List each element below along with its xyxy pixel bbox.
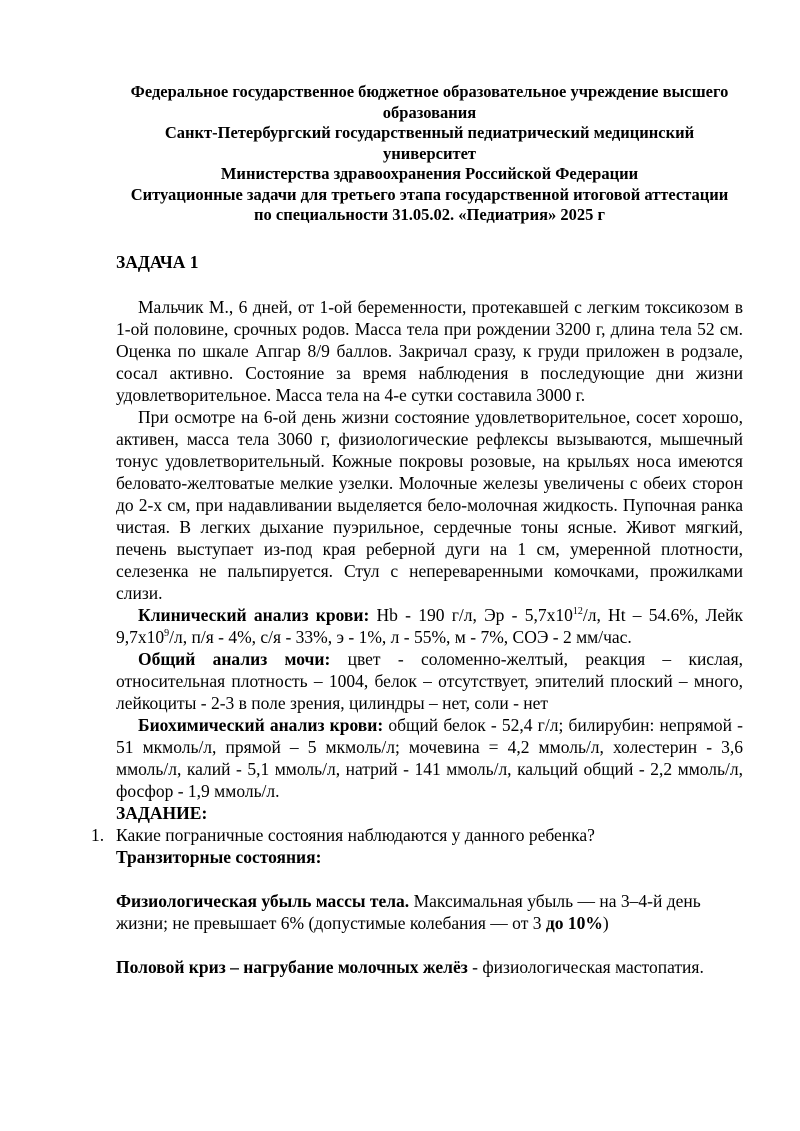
assignment-heading: ЗАДАНИЕ: bbox=[116, 802, 208, 823]
case-paragraph-1: Мальчик М., 6 дней, от 1-ой беременности, протекавшей с легким токсикозом в 1-ой половине, срочных родов. Масса тела при рождении 3200 г, длина тела 52 см. Оценка по шкале Апгар 8/9 баллов. Закричал сразу, к груди приложен в родзале, сосал активно. Состояние за время наблюдения в последующие дни жизни удовлетворительное. Масса тела на 4-е сутки составила 3000 г. bbox=[116, 296, 743, 405]
header-university: Санкт-Петербургский государственный педиатрический медицинский университет bbox=[164, 123, 695, 163]
blood-test-text-1: Hb - 190 г/л, Эр - 5,7х10 bbox=[369, 604, 573, 625]
blood-test-sup-2: 9 bbox=[164, 627, 170, 639]
task-body bbox=[91, 296, 744, 978]
urine-test-label: Общий анализ мочи: bbox=[138, 648, 331, 669]
header-institution: Федеральное государственное бюджетное образовательное учреждение высшего образования bbox=[130, 82, 729, 122]
header-specialty: по специальности 31.05.02. «Педиатрия» 2025 г bbox=[253, 205, 606, 224]
answer-weight-loss-paragraph bbox=[116, 890, 743, 934]
biochem-test-paragraph bbox=[116, 714, 743, 802]
urine-test-text: цвет - соломенно-желтый, реакция – кислая, относительная плотность – 1004, белок – отсутствует, эпителий плоский – много, лейкоциты - 2-3 в поле зрения, цилиндры – нет, соли - нет bbox=[116, 648, 744, 713]
document-header bbox=[128, 82, 731, 226]
answer-weight-loss bbox=[116, 890, 743, 934]
question-text: Какие пограничные состояния наблюдаются у данного ребенка? bbox=[116, 824, 595, 845]
question-number: 1. bbox=[91, 824, 105, 845]
blood-test-label: Клинический анализ крови: bbox=[138, 604, 370, 625]
blood-test-text-3: /л, п/я - 4%, с/я - 33%, э - 1%, л - 55%, м - 7%, СОЭ - 2 мм/час. bbox=[169, 626, 632, 647]
answer-sexual-crisis bbox=[116, 956, 743, 978]
question-item-1 bbox=[91, 824, 743, 978]
biochem-test-text: общий белок - 52,4 г/л; билирубин: непрямой - 51 мкмоль/л, прямой – 5 мкмоль/л; мочевина = 4,2 ммоль/л, холестерин - 3,6 ммоль/л, калий - 5,1 ммоль/л, натрий - 141 ммоль/л, кальций общий - 2,2 ммоль/л, фосфор - 1,9 ммоль/л. bbox=[116, 714, 743, 801]
blood-test-paragraph bbox=[116, 604, 743, 648]
answer-heading: Транзиторные состояния: bbox=[116, 846, 322, 867]
question-list bbox=[91, 824, 743, 978]
answer-sexual-crisis-label: Половой криз – нагрубание молочных желёз bbox=[116, 956, 468, 977]
answer-weight-loss-label: Физиологическая убыль массы тела. bbox=[116, 890, 410, 911]
task-title: ЗАДАЧА 1 bbox=[116, 251, 199, 272]
answer-weight-loss-bold: до 10% bbox=[545, 912, 603, 933]
answer-sexual-crisis-paragraph bbox=[116, 956, 743, 978]
header-ministry: Министерства здравоохранения Российской Федерации bbox=[220, 164, 639, 183]
answer-sexual-crisis-text: - физиологическая мастопатия. bbox=[467, 956, 704, 977]
blood-test-sup-1: 12 bbox=[572, 605, 583, 617]
header-subject: Ситуационные задачи для третьего этапа государственной итоговой аттестации bbox=[130, 184, 729, 204]
answer-weight-loss-text: Максимальная убыль — на 3–4-й день жизни; не превышает 6% (допустимые колебания — от 3 bbox=[116, 890, 701, 933]
blood-test-text-2: /л, Ht – 54.6%, Лейк 9,7х10 bbox=[116, 604, 743, 647]
answer-weight-loss-close: ) bbox=[602, 912, 609, 933]
urine-test-paragraph bbox=[116, 648, 743, 714]
biochem-test-label: Биохимический анализ крови: bbox=[138, 714, 384, 735]
case-paragraph-2: При осмотре на 6-ой день жизни состояние удовлетворительное, сосет хорошо, активен, масса тела 3060 г, физиологические рефлексы вызываются, мышечный тонус удовлетворительный. Кожные покровы розовые, на крыльях носа имеются беловато-желтоватые мелкие узелки. Молочные железы увеличены с обеих сторон до 2-х см, при надавливании выделяется бело-молочная жидкость. Пупочная ранка чистая. В легких дыхание пуэрильное, сердечные тоны ясные. Живот мягкий, печень выступает из-под края реберной дуги на 1 см, умеренной плотности, селезенка не пальпируется. Стул с непереваренными комочками, прожилками слизи. bbox=[116, 406, 743, 603]
